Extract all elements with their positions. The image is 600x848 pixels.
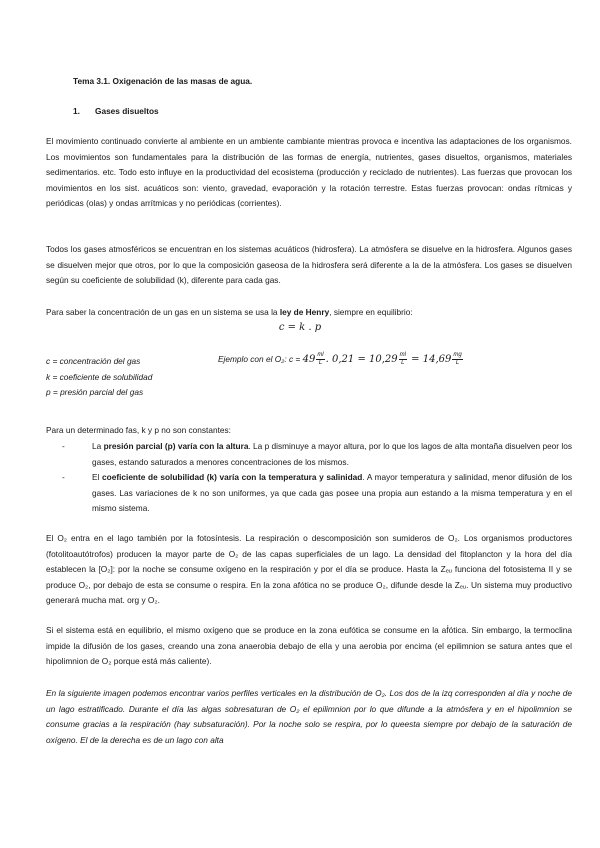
example-label: Ejemplo con el O₂: c = [218, 354, 301, 364]
henry-law-term: ley de Henry [279, 307, 330, 317]
list-item: - La presión parcial (p) varía con la altura. La p disminuye a mayor altura, por lo que los lagos de alta montaña disuelven peor los gases, estando saturados a menores concentraciones de los mismos. [62, 441, 572, 467]
oxygen-example: Ejemplo con el O₂: c = 49 $\frac{ml}{L}$ . 0,21 = 10,29 $\frac{ml}{L}$ = 14,69 $\frac{mg}{L}$ [218, 352, 462, 367]
definition-item: c = concentración del gas [46, 356, 141, 366]
unit-fraction: $\frac{ml}{L}$ [399, 352, 406, 367]
list-item: - El coeficiente de solubilidad (k) varía con la temperatura y salinidad. A mayor temperatura y salinidad, menor difusión de los gases. Las variaciones de k no son uniformes, ya que cada gas posee una propia aun estando a la misma temperatura y en el mismo sistema. [62, 472, 573, 514]
paragraph-image-description: En la siguiente imagen podemos encontrar varios perfiles verticales en la distribución de O₂. Los dos de la izq corresponden al día y noche de un lago estratificado. Durante el día las algas sobresaturan de O₂ el epilimnion por lo que difunde a la atmósfera y en el hipolimnion se consume gracias a la respiración (hay subsaturación). Por la noche solo se respira, por lo queesta siempre por debajo de la saturación de oxígeno. El de la derecha es de un lago con alta [46, 688, 572, 745]
unit-fraction: $\frac{mg}{L}$ [453, 352, 462, 367]
bullet-list [46, 439, 572, 517]
document-title: Tema 3.1. Oxigenación de las masas de agua. [73, 76, 253, 86]
definition-item: k = coeficiente de solubilidad [46, 371, 153, 382]
henry-formula: c = k . p [278, 322, 322, 333]
unit-fraction: $\frac{ml}{L}$ [317, 352, 324, 367]
paragraph-oxygen: El O₂ entra en el lago también por la fotosíntesis. La respiración o descomposición son sumideros de O₂. Los organismos productores (fotolitoautótrofos) producen la mayor parte de O₂ de las capas superficiales de un lago. La densidad del fitoplancton y la hora del día establecen la [O₂]: por la noche se consume oxígeno en la respiración y por el día se produce. Hasta la Zₑᵤ funciona del fotosistema II y se produce O₂, por debajo de esta se consume o respira. En la zona afótica no se produce O₂, difunde desde la Zₑᵤ. Un sistema muy productivo generará mucha mat. org y O₂. [46, 533, 572, 606]
paragraph-equilibrium: Si el sistema está en equilibrio, el mismo oxígeno que se produce en la zona eufótica se consume en la af́ótica. Sin embargo, la termoclina impide la difusión de los gases, creando una zona anaerobia debajo de ella y una aerobia por encima (el epilimnion se satura antes que el hipolimnion de O₂ porque está más caliente). [46, 625, 572, 667]
paragraph-henry: Para saber la concentración de un gas en un sistema se usa la ley de Henry, siempre en equilibrio: [46, 307, 413, 317]
paragraph-variables-intro: Para un determinado fas, k y p no son constantes: [46, 425, 231, 435]
section-label: Gases disueltos [95, 106, 159, 116]
paragraph-gases: Todos los gases atmosféricos se encuentran en los sistemas acuáticos (hidrosfera). La atmósfera se disuelve en la hidrosfera. Algunos gases se disuelven mejor que otros, por lo que la composición gaseosa de la hidrosfera será diferente a la de la atmósfera. Los gases se disuelven según su coeficiente de solubilidad (k), diferente para cada gas. [46, 244, 572, 286]
section-number: 1. [73, 106, 80, 116]
section-heading [73, 104, 599, 120]
paragraph-movement: El movimiento continuado convierte al ambiente en un ambiente cambiante mientras provoca e incentiva las adaptaciones de los organismos. Los movimientos son fundamentales para la distribución de las formas de energía, nutrientes, gases disueltos, organismos, materiales sedimentarios. etc. Todo esto influye en la productividad del ecosistema (producción y reciclado de nutrientes). Las fuerzas que provocan los movimientos en los sist. acuáticos son: viento, gravedad, evaporación y la rotación terrestre. Estas fuerzas provocan: ondas rítmicas y periódicas (olas) y ondas arrítmicas y no periódicas (corrientes). [46, 136, 572, 209]
variable-definitions [46, 354, 152, 401]
definition-item: p = presión parcial del gas [46, 387, 144, 398]
